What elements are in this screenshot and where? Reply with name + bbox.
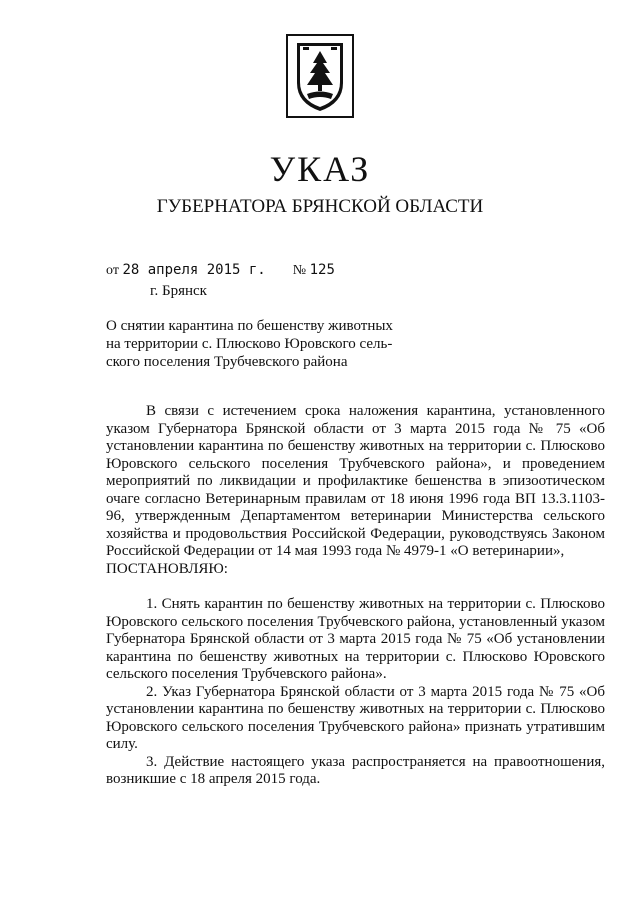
resolve-heading: ПОСТАНОВЛЯЮ: [106, 560, 228, 577]
preamble-paragraph: В связи с истечением срока наложения карантина, установленного указом Губернатора Брянской области от 3 марта 2015 года № 75 «Об установлении карантина по бешенству животных на территории с. Плюсково Юровского сельского поселения Трубчевского района», и проведением мероприятий по ликвидации и профилактике бешенства в эпизоотическом очаге согласно Ветеринарным правилам от 18 июня 1996 года ВП 13.3.1103-96, утвержденным Департаментом ветеринарии Министерства сельского хозяйства и продовольствия Российской Федерации, руководствуясь Законом Российской Федерации от 14 мая 1993 года № 4979-1 «О ветеринарии», [106, 403, 605, 559]
decree-item-3: 3. Действие настоящего указа распространяется на правоотношения, возникшие с 18 апреля 2015 года. [106, 753, 605, 787]
document-date: 28 апреля 2015 г. [122, 262, 266, 278]
number-sign: № [292, 263, 307, 278]
bryansk-coat-of-arms-icon [285, 33, 355, 119]
subject-line: ского поселения Трубчевского района [106, 354, 348, 370]
decree-item-1: 1. Снять карантин по бешенству животных на территории с. Плюсково Юровского сельского поселения Трубчевского района, установленный указом Губернатора Брянской области от 3 марта 2015 года № 75 «Об установлении карантина по бешенству животных на территории с. Плюсково Юровского сельского поселения Трубчевского района». [106, 596, 605, 682]
document-title: УКАЗ [269, 149, 371, 189]
document-subject [106, 317, 393, 371]
document-subtitle: ГУБЕРНАТОРА БРЯНСКОЙ ОБЛАСТИ [156, 196, 484, 217]
document-meta [106, 262, 335, 279]
document-body [106, 403, 605, 789]
subject-line: на территории с. Плюсково Юровского сель- [106, 336, 393, 352]
decree-item-2: 2. Указ Губернатора Брянской области от 3 марта 2015 года № 75 «Об установлении карантина по бешенству животных на территории с. Плюсково Юровского сельского поселения Трубчевского района» признать утратившим силу. [106, 683, 605, 752]
subject-line: О снятии карантина по бешенству животных [106, 318, 393, 334]
document-city: г. Брянск [150, 283, 207, 299]
date-prefix: от [106, 263, 119, 278]
document-number: 125 [309, 262, 335, 278]
